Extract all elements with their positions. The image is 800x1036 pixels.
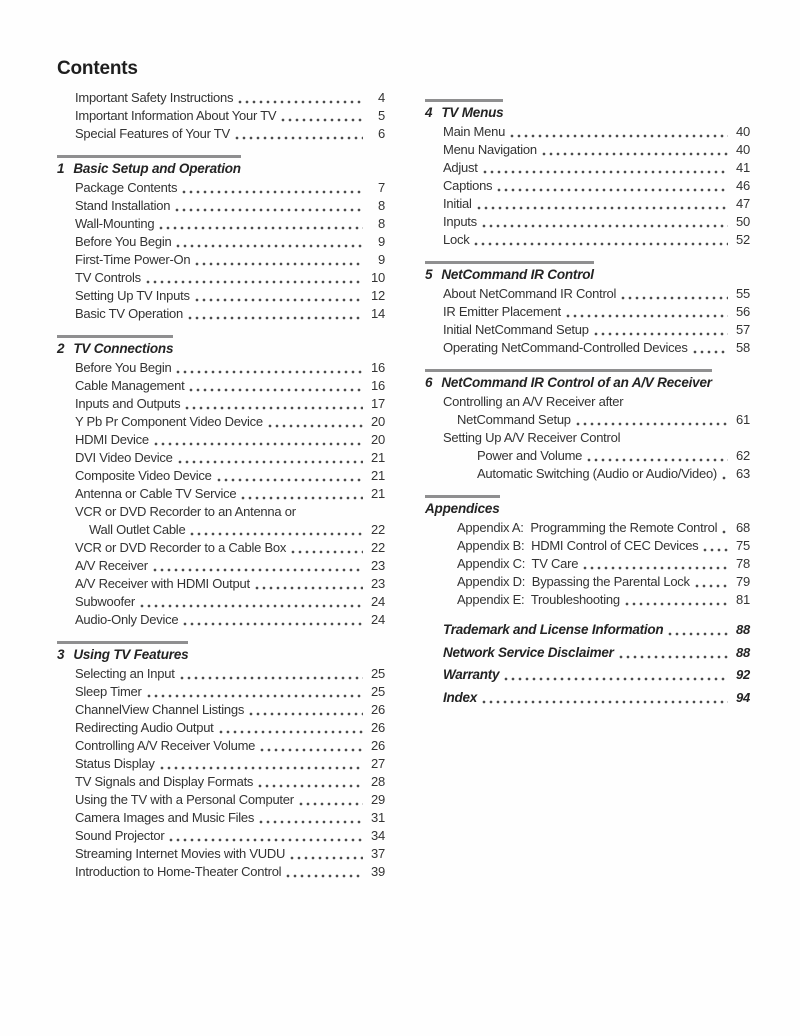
entry-page-number: 6 bbox=[378, 126, 385, 141]
entry-page-number: 9 bbox=[378, 234, 385, 249]
entry-label: A/V Receiver bbox=[75, 558, 148, 573]
toc-entry bbox=[57, 467, 385, 485]
entry-page-number: 17 bbox=[371, 396, 385, 411]
entry-page-number: 12 bbox=[371, 288, 385, 303]
dot-leader bbox=[587, 458, 728, 462]
dot-leader bbox=[185, 406, 363, 410]
dot-leader bbox=[190, 532, 363, 536]
dot-leader bbox=[258, 784, 363, 788]
entry-page-number: 22 bbox=[371, 540, 385, 555]
dot-leader bbox=[183, 622, 363, 626]
entry-page-number: 29 bbox=[371, 792, 385, 807]
entry-label: Sound Projector bbox=[75, 828, 165, 843]
toc-entry bbox=[57, 575, 385, 593]
toc-entry bbox=[57, 125, 385, 143]
toc-entry bbox=[57, 449, 385, 467]
entry-label: DVI Video Device bbox=[75, 450, 173, 465]
toc-entry bbox=[57, 251, 385, 269]
toc-entry bbox=[57, 107, 385, 125]
entry-label: First-Time Power-On bbox=[75, 252, 191, 267]
entry-page-number: 31 bbox=[371, 810, 385, 825]
entry-label: A/V Receiver with HDMI Output bbox=[75, 576, 250, 591]
entry-page-number: 8 bbox=[378, 216, 385, 231]
section-number: 5 bbox=[425, 267, 433, 282]
entry-page-number: 16 bbox=[371, 360, 385, 375]
entry-label: Appendix C: TV Care bbox=[457, 556, 579, 571]
section-number: 1 bbox=[57, 161, 65, 176]
entry-page-number: 25 bbox=[371, 684, 385, 699]
toc-entry bbox=[57, 215, 385, 233]
dot-leader bbox=[290, 856, 363, 860]
toc-entry bbox=[425, 285, 750, 303]
dot-leader bbox=[159, 226, 363, 230]
dot-leader bbox=[219, 730, 363, 734]
entry-label: Status Display bbox=[75, 756, 155, 771]
entry-page-number: 24 bbox=[371, 612, 385, 627]
toc-entry bbox=[425, 141, 750, 159]
toc-entry bbox=[57, 665, 385, 683]
dot-leader bbox=[286, 874, 363, 878]
dot-leader bbox=[188, 316, 363, 320]
dot-leader bbox=[695, 584, 728, 588]
dot-leader bbox=[576, 422, 728, 426]
section-number: 4 bbox=[425, 105, 433, 120]
dot-leader bbox=[260, 748, 363, 752]
dot-leader bbox=[268, 424, 363, 428]
entry-label: Sleep Timer bbox=[75, 684, 142, 699]
entry-page-number: 47 bbox=[736, 196, 750, 211]
entry-label: Setting Up A/V Receiver Control bbox=[443, 430, 621, 445]
entry-page-number: 26 bbox=[371, 702, 385, 717]
section-heading bbox=[57, 155, 241, 177]
toc-entry bbox=[425, 644, 750, 662]
entry-label: Redirecting Audio Output bbox=[75, 720, 214, 735]
section-title: NetCommand IR Control of an A/V Receiver bbox=[441, 375, 712, 390]
entry-page-number: 24 bbox=[371, 594, 385, 609]
page-title: Contents bbox=[57, 58, 138, 79]
toc-entry bbox=[425, 573, 750, 591]
entry-label: Camera Images and Music Files bbox=[75, 810, 255, 825]
entry-label: Basic TV Operation bbox=[75, 306, 183, 321]
toc-entry bbox=[57, 539, 385, 557]
section-heading bbox=[425, 261, 594, 283]
entry-label: Index bbox=[443, 689, 478, 705]
entry-page-number: 81 bbox=[736, 592, 750, 607]
entry-page-number: 25 bbox=[371, 666, 385, 681]
toc-entry bbox=[425, 303, 750, 321]
section-number: 3 bbox=[57, 647, 65, 662]
dot-leader bbox=[621, 296, 728, 300]
entry-label: VCR or DVD Recorder to a Cable Box bbox=[75, 540, 287, 555]
entry-page-number: 23 bbox=[371, 558, 385, 573]
toc-entry bbox=[57, 701, 385, 719]
dot-leader bbox=[175, 208, 363, 212]
dot-leader bbox=[703, 548, 728, 552]
entry-label: Appendix D: Bypassing the Parental Lock bbox=[457, 574, 690, 589]
entry-label: Automatic Switching (Audio or Audio/Video) bbox=[477, 466, 718, 481]
section-heading bbox=[57, 641, 188, 663]
toc-entry bbox=[57, 755, 385, 773]
section-title: TV Menus bbox=[441, 105, 504, 120]
entry-page-number: 50 bbox=[736, 214, 750, 229]
entry-page-number: 10 bbox=[371, 270, 385, 285]
dot-leader bbox=[182, 190, 363, 194]
entry-page-number: 40 bbox=[736, 142, 750, 157]
toc-block bbox=[425, 495, 750, 609]
dot-leader bbox=[566, 314, 728, 318]
entry-page-number: 46 bbox=[736, 178, 750, 193]
entry-page-number: 16 bbox=[371, 378, 385, 393]
dot-leader bbox=[477, 206, 728, 210]
dot-leader bbox=[147, 694, 363, 698]
dot-leader bbox=[482, 700, 728, 704]
entry-page-number: 9 bbox=[378, 252, 385, 267]
entry-label: Lock bbox=[443, 232, 470, 247]
entry-label: Appendix B: HDMI Control of CEC Devices bbox=[457, 538, 699, 553]
entry-page-number: 52 bbox=[736, 232, 750, 247]
left-column bbox=[57, 89, 385, 881]
entry-page-number: 21 bbox=[371, 486, 385, 501]
entry-label: Audio-Only Device bbox=[75, 612, 179, 627]
dot-leader bbox=[497, 188, 728, 192]
entry-label: Wall Outlet Cable bbox=[89, 522, 186, 537]
entry-page-number: 26 bbox=[371, 738, 385, 753]
toc-entry bbox=[425, 177, 750, 195]
entry-page-number: 58 bbox=[736, 340, 750, 355]
toc-entry bbox=[425, 537, 750, 555]
toc-entry bbox=[425, 393, 750, 411]
toc-entry bbox=[425, 123, 750, 141]
toc-entry bbox=[425, 666, 750, 684]
toc-entry bbox=[57, 773, 385, 791]
entry-label: Initial NetCommand Setup bbox=[443, 322, 589, 337]
section-heading bbox=[425, 495, 500, 517]
toc-entry bbox=[425, 429, 750, 447]
toc-entry bbox=[57, 845, 385, 863]
entry-label: Controlling an A/V Receiver after bbox=[443, 394, 624, 409]
toc-entry bbox=[425, 465, 750, 483]
entry-page-number: 55 bbox=[736, 286, 750, 301]
toc-entry bbox=[57, 179, 385, 197]
entry-page-number: 88 bbox=[736, 644, 750, 660]
entry-label: Stand Installation bbox=[75, 198, 171, 213]
dot-leader bbox=[722, 476, 728, 480]
toc-entry bbox=[425, 231, 750, 249]
toc-block bbox=[425, 369, 750, 483]
dot-leader bbox=[482, 224, 728, 228]
entry-label: Power and Volume bbox=[477, 448, 583, 463]
entry-label: Special Features of Your TV bbox=[75, 126, 230, 141]
entry-label: Using the TV with a Personal Computer bbox=[75, 792, 294, 807]
toc-entry bbox=[425, 339, 750, 357]
dot-leader bbox=[255, 586, 363, 590]
entry-label: Operating NetCommand-Controlled Devices bbox=[443, 340, 688, 355]
entry-label: Wall-Mounting bbox=[75, 216, 155, 231]
dot-leader bbox=[238, 100, 363, 104]
entry-label: Setting Up TV Inputs bbox=[75, 288, 190, 303]
section-number: 6 bbox=[425, 375, 433, 390]
toc-entry bbox=[425, 555, 750, 573]
dot-leader bbox=[160, 766, 363, 770]
entry-label: Warranty bbox=[443, 667, 500, 682]
dot-leader bbox=[169, 838, 363, 842]
toc-entry bbox=[425, 411, 750, 429]
toc-entry bbox=[57, 377, 385, 395]
toc-entry bbox=[57, 395, 385, 413]
entry-label: Trademark and License Information bbox=[443, 622, 664, 637]
dot-leader bbox=[249, 712, 363, 716]
entry-page-number: 21 bbox=[371, 450, 385, 465]
dot-leader bbox=[299, 802, 363, 806]
toc-block bbox=[425, 621, 750, 707]
toc-entry bbox=[57, 809, 385, 827]
dot-leader bbox=[291, 550, 363, 554]
dot-leader bbox=[722, 530, 728, 534]
entry-label: Important Information About Your TV bbox=[75, 108, 277, 123]
entry-page-number: 56 bbox=[736, 304, 750, 319]
entry-page-number: 78 bbox=[736, 556, 750, 571]
entry-page-number: 7 bbox=[378, 180, 385, 195]
entry-page-number: 22 bbox=[371, 522, 385, 537]
dot-leader bbox=[474, 242, 728, 246]
entry-label: HDMI Device bbox=[75, 432, 149, 447]
entry-label: Captions bbox=[443, 178, 493, 193]
entry-label: Inputs and Outputs bbox=[75, 396, 181, 411]
entry-page-number: 5 bbox=[378, 108, 385, 123]
entry-page-number: 20 bbox=[371, 414, 385, 429]
entry-page-number: 40 bbox=[736, 124, 750, 139]
dot-leader bbox=[542, 152, 728, 156]
entry-page-number: 34 bbox=[371, 828, 385, 843]
entry-label: IR Emitter Placement bbox=[443, 304, 561, 319]
entry-label: Important Safety Instructions bbox=[75, 90, 234, 105]
toc-entry bbox=[57, 359, 385, 377]
entry-label: Selecting an Input bbox=[75, 666, 175, 681]
toc-block bbox=[57, 155, 385, 323]
toc-entry bbox=[425, 213, 750, 231]
dot-leader bbox=[241, 496, 363, 500]
entry-label: Network Service Disclaimer bbox=[443, 644, 614, 660]
toc-entry bbox=[57, 557, 385, 575]
entry-label: Inputs bbox=[443, 214, 477, 229]
toc-entry bbox=[57, 269, 385, 287]
entry-label: Before You Begin bbox=[75, 360, 172, 375]
entry-label: Y Pb Pr Component Video Device bbox=[75, 414, 263, 429]
dot-leader bbox=[510, 134, 728, 138]
toc-entry bbox=[57, 593, 385, 611]
dot-leader bbox=[154, 442, 363, 446]
entry-page-number: 27 bbox=[371, 756, 385, 771]
entry-label: Introduction to Home-Theater Control bbox=[75, 864, 282, 879]
entry-label: Main Menu bbox=[443, 124, 506, 139]
entry-label: Initial bbox=[443, 196, 472, 211]
section-title: Appendices bbox=[425, 501, 500, 516]
entry-page-number: 39 bbox=[371, 864, 385, 879]
dot-leader bbox=[594, 332, 728, 336]
entry-page-number: 14 bbox=[371, 306, 385, 321]
entry-page-number: 28 bbox=[371, 774, 385, 789]
toc-entry bbox=[57, 737, 385, 755]
toc-entry bbox=[57, 683, 385, 701]
dot-leader bbox=[668, 632, 728, 636]
toc-entry bbox=[57, 305, 385, 323]
toc-entry bbox=[425, 195, 750, 213]
toc-block bbox=[57, 89, 385, 143]
toc-entry bbox=[425, 519, 750, 537]
section-heading bbox=[57, 335, 173, 357]
toc-entry bbox=[57, 485, 385, 503]
toc-entry bbox=[57, 719, 385, 737]
toc-block bbox=[57, 335, 385, 629]
entry-label: ChannelView Channel Listings bbox=[75, 702, 245, 717]
section-title: TV Connections bbox=[73, 341, 174, 356]
toc-entry bbox=[57, 197, 385, 215]
toc-entry bbox=[57, 287, 385, 305]
entry-page-number: 57 bbox=[736, 322, 750, 337]
toc-block bbox=[425, 261, 750, 357]
dot-leader bbox=[625, 602, 728, 606]
entry-label: Menu Navigation bbox=[443, 142, 537, 157]
entry-page-number: 94 bbox=[736, 689, 750, 705]
toc-entry bbox=[57, 233, 385, 251]
entry-label: Package Contents bbox=[75, 180, 178, 195]
entry-page-number: 92 bbox=[736, 667, 750, 682]
section-title: Using TV Features bbox=[73, 647, 189, 662]
section-heading bbox=[425, 369, 712, 391]
entry-page-number: 23 bbox=[371, 576, 385, 591]
entry-page-number: 41 bbox=[736, 160, 750, 175]
entry-page-number: 21 bbox=[371, 468, 385, 483]
toc-entry bbox=[57, 431, 385, 449]
toc-entry bbox=[57, 413, 385, 431]
dot-leader bbox=[217, 478, 363, 482]
dot-leader bbox=[619, 655, 728, 659]
entry-label: NetCommand Setup bbox=[457, 412, 571, 427]
toc-entry bbox=[57, 611, 385, 629]
toc-entry bbox=[57, 827, 385, 845]
toc-entry bbox=[57, 503, 385, 521]
entry-label: Adjust bbox=[443, 160, 478, 175]
dot-leader bbox=[259, 820, 363, 824]
entry-label: Antenna or Cable TV Service bbox=[75, 486, 237, 501]
entry-page-number: 8 bbox=[378, 198, 385, 213]
toc-entry bbox=[425, 621, 750, 639]
toc-entry bbox=[57, 791, 385, 809]
dot-leader bbox=[153, 568, 363, 572]
toc-entry bbox=[425, 447, 750, 465]
dot-leader bbox=[178, 460, 363, 464]
entry-page-number: 37 bbox=[371, 846, 385, 861]
right-column bbox=[425, 89, 750, 707]
entry-page-number: 63 bbox=[736, 466, 750, 481]
toc-block bbox=[57, 641, 385, 881]
dot-leader bbox=[195, 298, 363, 302]
toc-entry bbox=[425, 689, 750, 707]
entry-page-number: 88 bbox=[736, 622, 750, 637]
entry-label: Streaming Internet Movies with VUDU bbox=[75, 846, 286, 861]
dot-leader bbox=[176, 370, 363, 374]
dot-leader bbox=[140, 604, 363, 608]
dot-leader bbox=[281, 118, 363, 122]
toc-entry bbox=[57, 863, 385, 881]
entry-label: TV Controls bbox=[75, 270, 141, 285]
entry-page-number: 75 bbox=[736, 538, 750, 553]
entry-label: Subwoofer bbox=[75, 594, 135, 609]
entry-page-number: 61 bbox=[736, 412, 750, 427]
dot-leader bbox=[180, 676, 363, 680]
entry-label: Composite Video Device bbox=[75, 468, 212, 483]
entry-label: Before You Begin bbox=[75, 234, 172, 249]
dot-leader bbox=[235, 136, 363, 140]
entry-page-number: 68 bbox=[736, 520, 750, 535]
section-title: Basic Setup and Operation bbox=[73, 161, 241, 176]
entry-page-number: 4 bbox=[378, 90, 385, 105]
dot-leader bbox=[693, 350, 728, 354]
section-heading bbox=[425, 99, 503, 121]
dot-leader bbox=[195, 262, 363, 266]
dot-leader bbox=[189, 388, 363, 392]
entry-page-number: 26 bbox=[371, 720, 385, 735]
entry-label: VCR or DVD Recorder to an Antenna or bbox=[75, 504, 296, 519]
toc-entry bbox=[425, 159, 750, 177]
entry-page-number: 79 bbox=[736, 574, 750, 589]
dot-leader bbox=[483, 170, 728, 174]
entry-label: About NetCommand IR Control bbox=[443, 286, 617, 301]
entry-label: Controlling A/V Receiver Volume bbox=[75, 738, 256, 753]
entry-label: Appendix E: Troubleshooting bbox=[457, 592, 620, 607]
entry-label: TV Signals and Display Formats bbox=[75, 774, 254, 789]
dot-leader bbox=[583, 566, 728, 570]
toc-columns bbox=[57, 89, 750, 881]
dot-leader bbox=[504, 677, 728, 681]
toc-entry bbox=[57, 89, 385, 107]
section-number: 2 bbox=[57, 341, 65, 356]
dot-leader bbox=[146, 280, 363, 284]
toc-entry bbox=[425, 591, 750, 609]
toc-block bbox=[425, 99, 750, 249]
dot-leader bbox=[176, 244, 363, 248]
entry-page-number: 20 bbox=[371, 432, 385, 447]
toc-entry bbox=[425, 321, 750, 339]
section-title: NetCommand IR Control bbox=[441, 267, 594, 282]
entry-label: Cable Management bbox=[75, 378, 185, 393]
entry-label: Appendix A: Programming the Remote Control bbox=[457, 520, 718, 535]
toc-entry bbox=[57, 521, 385, 539]
entry-page-number: 62 bbox=[736, 448, 750, 463]
